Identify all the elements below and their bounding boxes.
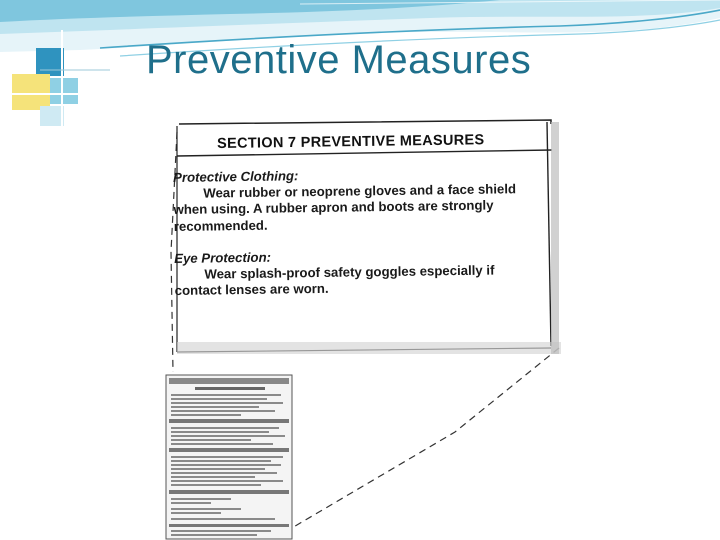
eye-protection-text: Wear splash-proof safety goggles especially if contact lenses are worn.	[174, 262, 495, 299]
scanned-msds-excerpt	[155, 112, 569, 540]
corner-squares-decoration	[0, 0, 140, 140]
slide-title: Preventive Measures	[146, 38, 532, 82]
section-header: SECTION 7 PREVENTIVE MEASURES	[217, 132, 485, 152]
eye-protection-heading: Eye Protection:	[174, 249, 272, 266]
protective-clothing-text: Wear rubber or neoprene gloves and a face shield when using. A rubber apron and boots are strongly recommended.	[173, 181, 517, 234]
section-body	[173, 165, 525, 299]
protective-clothing-heading: Protective Clothing:	[173, 168, 299, 185]
full-msds-thumbnail	[165, 374, 293, 540]
